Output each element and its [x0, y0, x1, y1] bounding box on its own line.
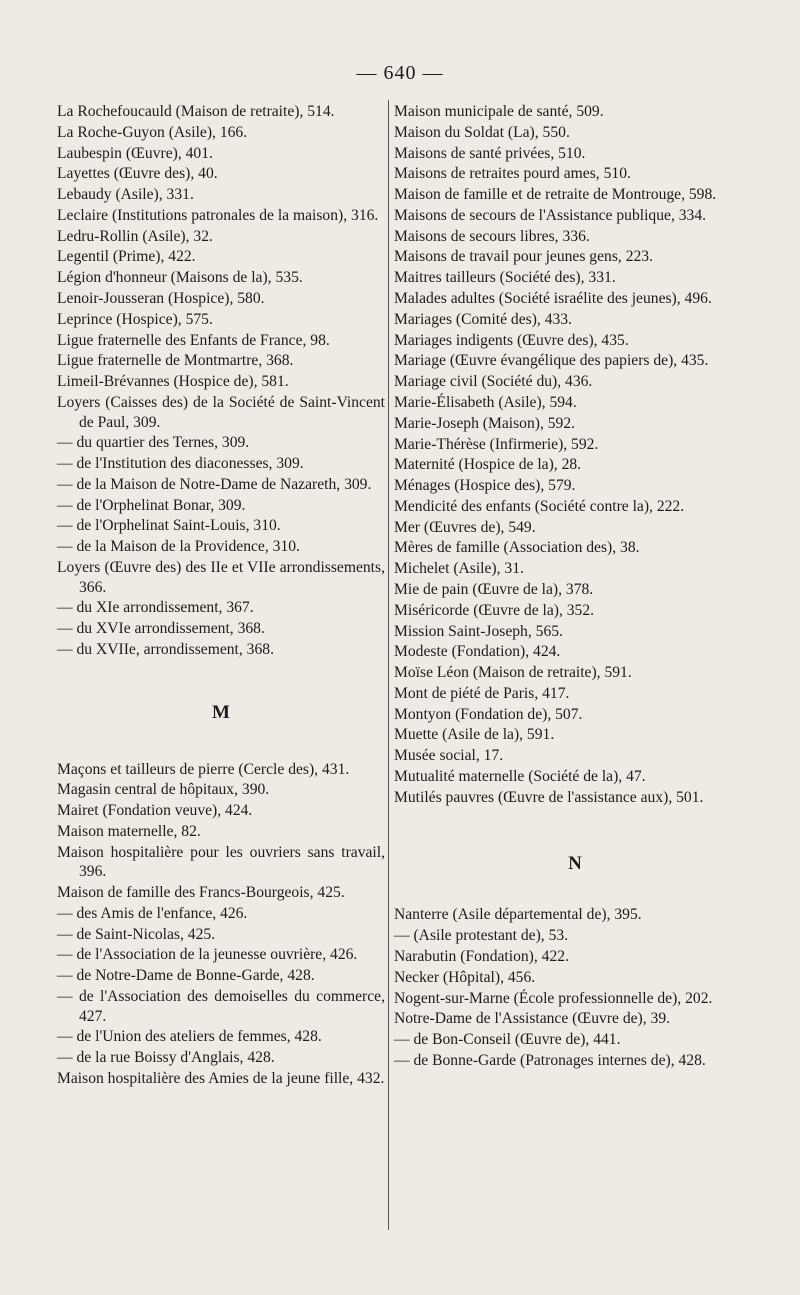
index-entry: Maçons et tailleurs de pierre (Cercle des), 431.: [57, 760, 350, 778]
index-entry: La Rochefoucauld (Maison de retraite), 514.: [57, 103, 335, 120]
index-entry: — de l'Orphelinat Bonar, 309.: [57, 496, 246, 514]
index-entry: Legentil (Prime), 422.: [57, 248, 196, 266]
index-entry: Marie-Élisabeth (Asile), 594.: [394, 393, 577, 411]
index-entry: Narabutin (Fondation), 422.: [394, 947, 569, 965]
index-entry: Maitres tailleurs (Société des), 331.: [394, 269, 616, 287]
index-entry: Maisons de secours de l'Assistance publique, 334.: [394, 206, 707, 224]
index-entry: Leprince (Hospice), 575.: [57, 310, 213, 328]
index-entry: Légion d'honneur (Maisons de la), 535.: [57, 269, 303, 287]
index-entry: Marie-Thérèse (Infirmerie), 592.: [394, 435, 599, 453]
index-entry: Mariage (Œuvre évangélique des papiers de), 435.: [394, 352, 709, 370]
right-column: [394, 102, 756, 1072]
index-entry: Mariages (Comité des), 433.: [394, 310, 572, 328]
index-entry: Maternité (Hospice de la), 28.: [394, 456, 582, 474]
index-entry: Musée social, 17.: [394, 747, 504, 765]
index-entry: Magasin central de hôpitaux, 390.: [57, 781, 270, 799]
index-entry: Mères de famille (Association des), 38.: [394, 539, 640, 557]
left-entries-after: [57, 760, 385, 1089]
index-entry: Maisons de secours libres, 336.: [394, 227, 590, 245]
index-entry: — du XVIIe, arrondissement, 368.: [57, 640, 274, 658]
index-entry: — du quartier des Ternes, 309.: [57, 434, 250, 452]
index-entry: Maisons de santé privées, 510.: [394, 144, 586, 162]
left-entries: [57, 102, 385, 660]
index-entry: Moïse Léon (Maison de retraite), 591.: [394, 664, 632, 682]
index-entry: Modeste (Fondation), 424.: [394, 643, 561, 661]
index-entry: Michelet (Asile), 31.: [394, 560, 524, 578]
index-entry: La Roche-Guyon (Asile), 166.: [57, 123, 248, 141]
index-entry: Lenoir-Jousseran (Hospice), 580.: [57, 290, 265, 308]
index-entry: — de l'Union des ateliers de femmes, 428.: [57, 1028, 322, 1046]
index-entry: Mie de pain (Œuvre de la), 378.: [394, 580, 594, 598]
index-entry: — de Bon-Conseil (Œuvre de), 441.: [394, 1031, 621, 1049]
index-entry: Loyers (Œuvre des) des IIe et VIIe arrondissements, 366.: [57, 559, 385, 596]
index-entry: Malades adultes (Société israélite des jeunes), 496.: [394, 290, 712, 308]
index-entry: Laubespin (Œuvre), 401.: [57, 144, 213, 162]
index-entry: Mutilés pauvres (Œuvre de l'assistance aux), 501.: [394, 788, 704, 806]
index-entry: Maisons de retraites pourd ames, 510.: [394, 165, 631, 183]
index-entry: Notre-Dame de l'Assistance (Œuvre de), 39.: [394, 1010, 671, 1028]
index-entry: Mairet (Fondation veuve), 424.: [57, 802, 253, 820]
right-entries: [394, 102, 756, 807]
index-entry: — de Bonne-Garde (Patronages internes de), 428.: [394, 1051, 706, 1069]
index-entry: Montyon (Fondation de), 507.: [394, 705, 583, 723]
index-entry: Mariage civil (Société du), 436.: [394, 373, 593, 391]
index-entry: Necker (Hôpital), 456.: [394, 968, 536, 986]
index-entry: Maison municipale de santé, 509.: [394, 103, 604, 120]
index-entry: Mendicité des enfants (Société contre la), 222.: [394, 497, 685, 515]
index-entry: — de l'Orphelinat Saint-Louis, 310.: [57, 517, 281, 535]
index-entry: Nanterre (Asile départemental de), 395.: [394, 906, 642, 924]
index-entry: Nogent-sur-Marne (École professionnelle de), 202.: [394, 989, 713, 1007]
index-entry: Maison de famille et de retraite de Montrouge, 598.: [394, 186, 717, 204]
index-entry: Limeil-Brévannes (Hospice de), 581.: [57, 373, 289, 391]
index-entry: — de l'Institution des diaconesses, 309.: [57, 455, 304, 473]
index-entry: Ligue fraternelle des Enfants de France, 98.: [57, 331, 330, 349]
page-number: — 640 —: [356, 62, 444, 84]
index-entry: — de Notre-Dame de Bonne-Garde, 428.: [57, 967, 315, 985]
index-entry: Lebaudy (Asile), 331.: [57, 186, 194, 204]
index-entry: — des Amis de l'enfance, 426.: [57, 904, 248, 922]
index-entry: Marie-Joseph (Maison), 592.: [394, 414, 576, 432]
index-entry: Mer (Œuvres de), 549.: [394, 518, 536, 536]
index-entry: Mariages indigents (Œuvre des), 435.: [394, 331, 629, 349]
index-entry: Maison de famille des Francs-Bourgeois, 425.: [57, 884, 345, 902]
index-entry: Maison du Soldat (La), 550.: [394, 123, 570, 141]
letter-heading-n: N: [568, 853, 582, 875]
index-entry: Maison maternelle, 82.: [57, 822, 201, 840]
index-entry: — de la rue Boissy d'Anglais, 428.: [57, 1049, 275, 1067]
index-entry: Muette (Asile de la), 591.: [394, 726, 555, 744]
index-entry: — de l'Association de la jeunesse ouvrière, 426.: [57, 946, 358, 964]
index-entry: Mission Saint-Joseph, 565.: [394, 622, 563, 640]
index-entry: Maison hospitalière des Amies de la jeune fille, 432.: [57, 1069, 385, 1087]
index-entry: — (Asile protestant de), 53.: [394, 927, 569, 945]
index-entry: Miséricorde (Œuvre de la), 352.: [394, 601, 595, 619]
index-entry: — de la Maison de Notre-Dame de Nazareth, 309.: [57, 475, 372, 493]
index-entry: — de Saint-Nicolas, 425.: [57, 925, 216, 943]
index-entry: Mont de piété de Paris, 417.: [394, 684, 570, 702]
index-entry: — de l'Association des demoiselles du commerce, 427.: [57, 987, 385, 1025]
index-entry: Maisons de travail pour jeunes gens, 223.: [394, 248, 653, 266]
letter-heading-m: M: [212, 701, 230, 723]
index-entry: Ménages (Hospice des), 579.: [394, 477, 576, 495]
index-entry: Leclaire (Institutions patronales de la maison), 316.: [57, 206, 379, 224]
index-entry: Maison hospitalière pour les ouvriers sans travail, 396.: [57, 843, 385, 881]
index-entry: Ledru-Rollin (Asile), 32.: [57, 227, 213, 245]
index-entry: — du XIe arrondissement, 367.: [57, 599, 254, 617]
column-divider: [388, 100, 389, 1230]
index-entry: Ligue fraternelle de Montmartre, 368.: [57, 352, 294, 370]
index-entry: Mutualité maternelle (Société de la), 47.: [394, 768, 646, 785]
left-column: [57, 102, 385, 1090]
index-entry: — de la Maison de la Providence, 310.: [57, 538, 300, 556]
index-entry: Layettes (Œuvre des), 40.: [57, 165, 218, 183]
right-entries-after: [394, 905, 756, 1070]
index-entry: Loyers (Caisses des) de la Société de Saint-Vincent de Paul, 309.: [57, 393, 385, 431]
index-entry: — du XVIe arrondissement, 368.: [57, 620, 265, 638]
